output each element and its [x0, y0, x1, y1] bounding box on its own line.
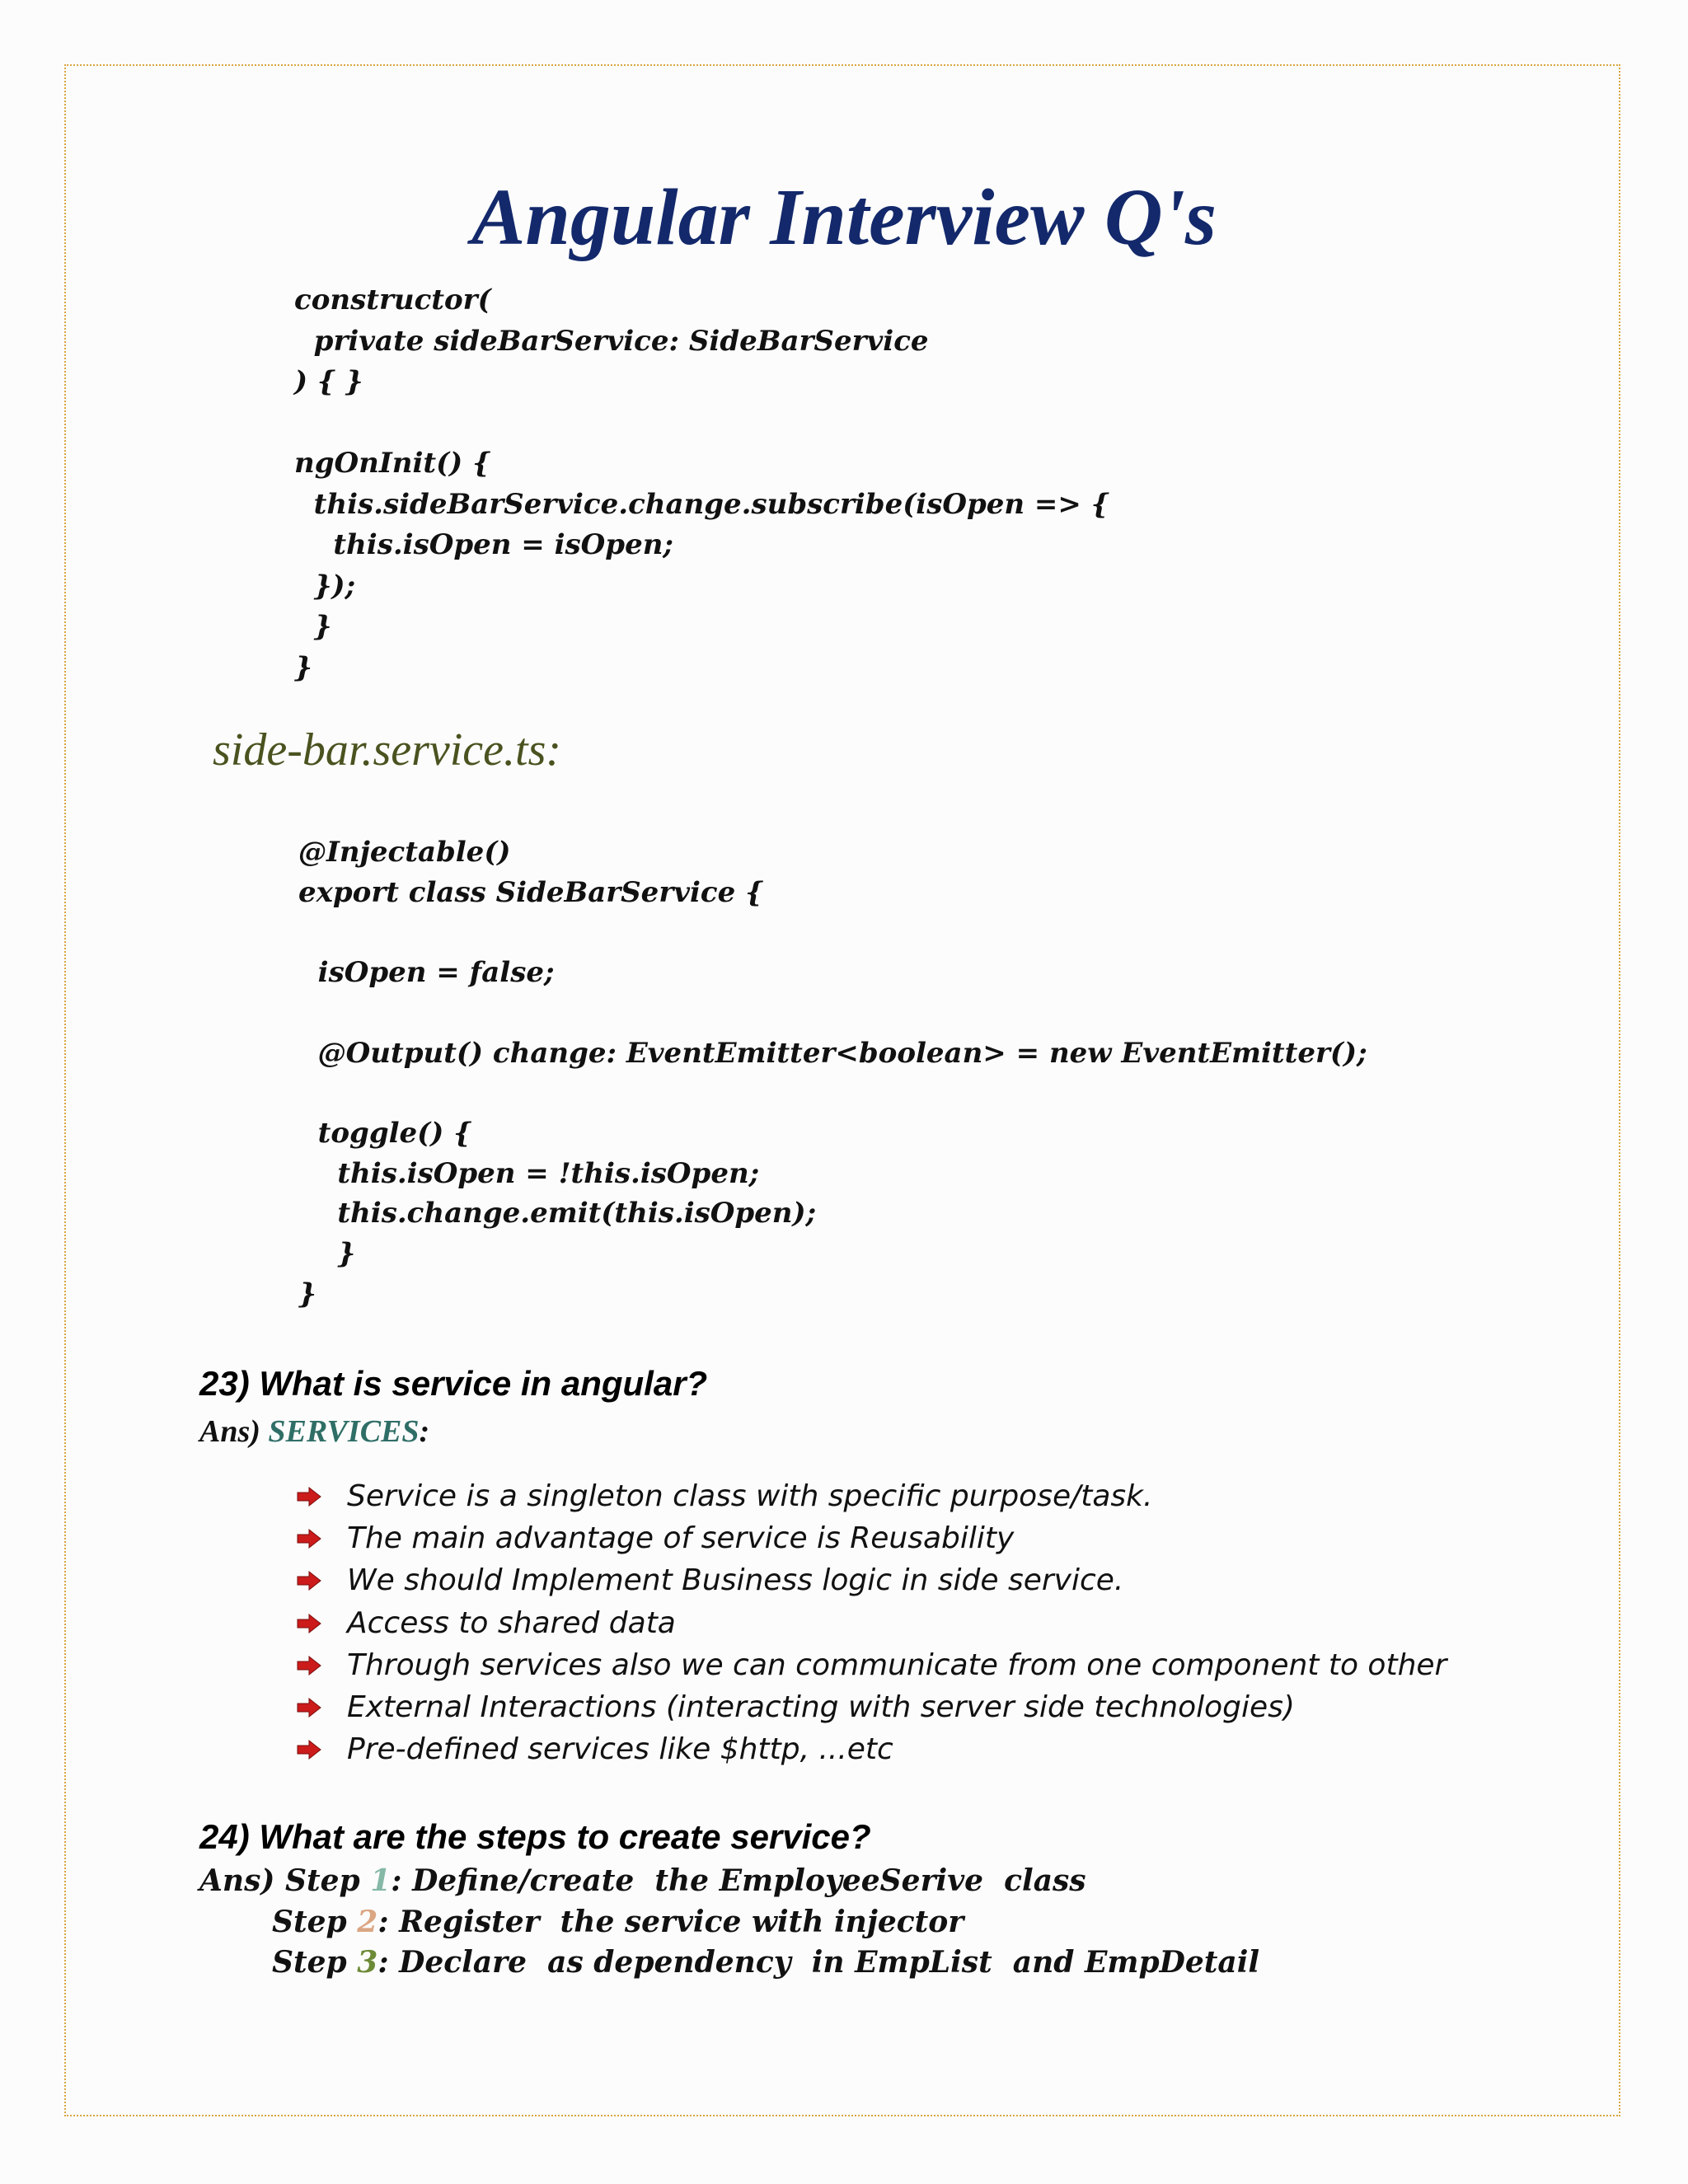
step-label: Step	[284, 1863, 371, 1898]
list-item	[293, 1559, 1447, 1601]
list-item	[293, 1602, 1447, 1644]
step-label: Step	[272, 1904, 358, 1939]
code-line: export class SideBarService {	[298, 875, 763, 909]
list-item	[293, 1517, 1447, 1559]
step-3	[199, 1943, 1259, 1984]
answer-23-heading	[199, 1416, 429, 1447]
step-text: : Declare as dependency in EmpList and EmpDetail	[377, 1945, 1260, 1980]
code-line: ) { }	[294, 365, 363, 398]
code-line: }	[294, 650, 312, 684]
code-line: });	[294, 569, 356, 602]
code-line: @Injectable()	[298, 836, 511, 869]
code-block-component	[294, 280, 1109, 688]
steps-list	[199, 1861, 1259, 1984]
answer-prefix: Ans)	[199, 1863, 285, 1898]
code-line: ngOnInit() {	[294, 447, 490, 480]
bullet-text: Pre-defined services like $http, ...etc	[347, 1732, 893, 1767]
code-line: this.isOpen = isOpen;	[294, 528, 673, 561]
code-line: this.isOpen = !this.isOpen;	[298, 1156, 760, 1190]
code-line: this.change.emit(this.isOpen);	[298, 1197, 817, 1230]
step-number: 2	[357, 1904, 378, 1939]
code-line: constructor(	[294, 284, 491, 316]
bullet-text: External Interactions (interacting with server side technologies)	[347, 1690, 1295, 1724]
bullet-text: Through services also we can communicate from one component to other	[347, 1647, 1447, 1682]
code-line: }	[298, 1237, 356, 1271]
step-text: : Register the service with injector	[377, 1904, 964, 1939]
services-heading: SERVICES	[268, 1414, 420, 1449]
step-2	[199, 1902, 1259, 1943]
question-24: 24) What are the steps to create service?	[199, 1817, 871, 1856]
code-line: }	[294, 610, 332, 643]
list-item	[293, 1475, 1447, 1517]
page-title: Angular Interview Q's	[471, 173, 1217, 262]
bullet-text: The main advantage of service is Reusability	[347, 1521, 1015, 1556]
list-item	[293, 1686, 1447, 1728]
arrow-bullet-icon	[296, 1529, 322, 1549]
question-23: 23) What is service in angular?	[199, 1364, 708, 1403]
step-number: 3	[357, 1945, 378, 1980]
services-bullet-list	[293, 1475, 1447, 1770]
file-label: side-bar.service.ts:	[213, 724, 562, 776]
code-line: toggle() {	[298, 1116, 472, 1150]
step-1	[199, 1861, 1259, 1902]
bullet-text: Access to shared data	[347, 1605, 676, 1640]
list-item	[293, 1644, 1447, 1686]
arrow-bullet-icon	[296, 1656, 322, 1675]
code-line: isOpen = false;	[298, 956, 555, 990]
arrow-bullet-icon	[296, 1487, 322, 1507]
code-line: @Output() change: EventEmitter<boolean> = new EventEmitter();	[298, 1036, 1367, 1070]
arrow-bullet-icon	[296, 1614, 322, 1633]
bullet-text: We should Implement Business logic in side service.	[347, 1563, 1124, 1598]
list-item	[293, 1728, 1447, 1770]
answer-colon: :	[419, 1414, 430, 1449]
code-line: }	[298, 1277, 316, 1310]
code-line: private sideBarService: SideBarService	[294, 324, 929, 358]
arrow-bullet-icon	[296, 1571, 322, 1591]
code-line: this.sideBarService.change.subscribe(isOpen => {	[294, 487, 1109, 521]
step-label: Step	[272, 1945, 358, 1980]
arrow-bullet-icon	[296, 1740, 322, 1760]
step-number: 1	[370, 1863, 392, 1898]
step-text: : Define/create the EmployeeSerive class	[391, 1863, 1086, 1898]
code-block-service	[298, 832, 1367, 1314]
answer-prefix: Ans)	[199, 1414, 269, 1449]
arrow-bullet-icon	[296, 1698, 322, 1718]
bullet-text: Service is a singleton class with specific purpose/task.	[347, 1479, 1153, 1513]
